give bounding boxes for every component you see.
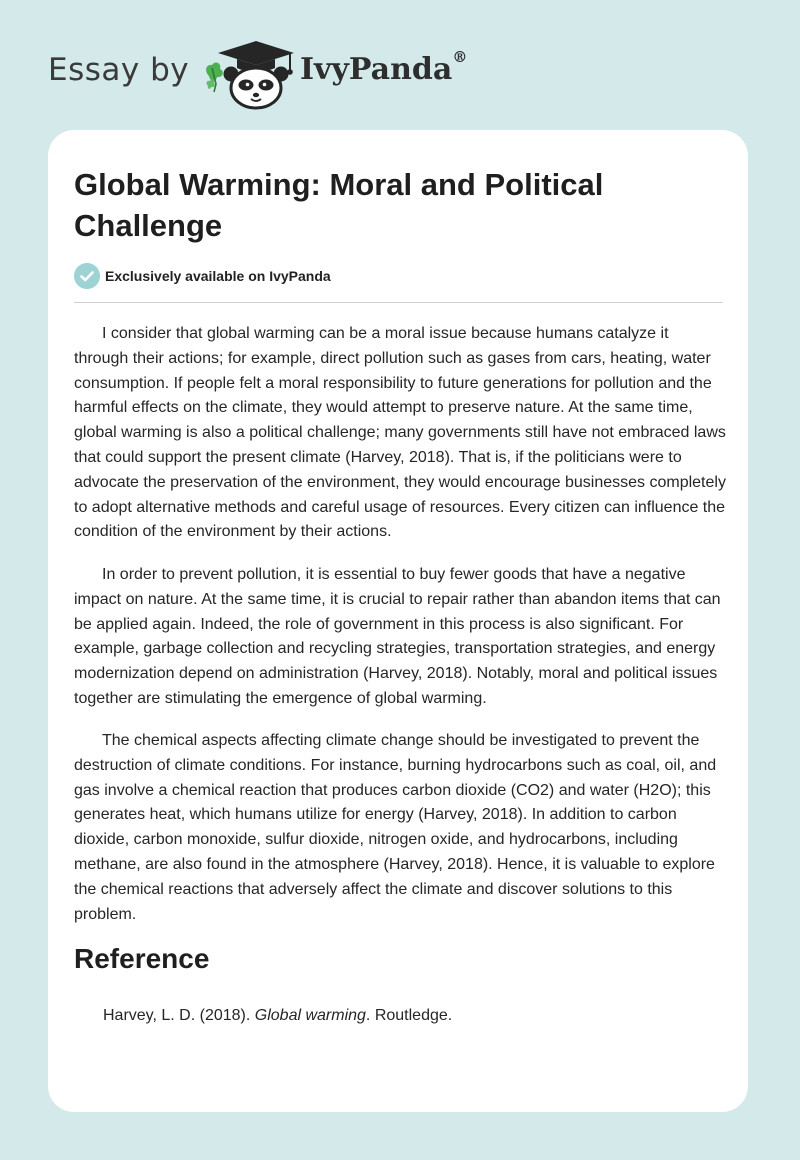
title-divider [74, 302, 723, 303]
reference-publisher: . Routledge. [365, 1007, 453, 1024]
essay-title: Global Warming: Moral and Political Challenge [74, 167, 604, 243]
body-paragraph-1: I consider that global warming can be a moral issue because humans catalyze it through their actions; for example, direct pollution such as gases from cars, heating, water consumption. If people felt a moral responsibility to future generations for pollution and the harmful effects on the climate, they would attempt to preserve nature. At the same time, global warming is also a political challenge; many governments still have not embraced laws that could support the present climate (Harvey, 2018). That is, if the politicians were to advocate the preservation of the environment, they would encourage businesses completely to adopt alternative methods and careful usage of resources. Every citizen can influence the condition of the environment by their actions. [74, 325, 726, 541]
panda-graduate-icon [202, 38, 298, 110]
essay-card [48, 130, 748, 1112]
exclusive-badge-label: Exclusively available on IvyPanda [105, 268, 331, 284]
reference-entry [103, 1007, 452, 1025]
reference-work-title: Global warming [254, 1007, 366, 1024]
brand-name [300, 48, 468, 87]
body-paragraph-2: In order to prevent pollution, it is essential to buy fewer goods that have a negative impact on nature. At the same time, it is crucial to repair rather than abandon items that can be applied again. Indeed, the role of government in this process is also significant. For example, garbage collection and recycling strategies, transportation strategies, and energy modernization depend on administration (Harvey, 2018). Notably, moral and political issues together are stimulating the emergence of global warming. [74, 566, 721, 707]
reference-heading: Reference [74, 943, 210, 974]
brand-name-text: IvyPanda [300, 52, 453, 87]
reference-authors: Harvey, L. D. (2018). [103, 1007, 251, 1024]
check-circle-icon [74, 263, 100, 289]
body-paragraph-3: The chemical aspects affecting climate change should be investigated to prevent the destruction of climate conditions. For instance, burning hydrocarbons such as coal, oil, and gas involve a chemical reaction that produces carbon dioxide (CO2) and water (H2O); this generates heat, which humans utilize for energy (Harvey, 2018). In addition to carbon dioxide, carbon monoxide, sulfur dioxide, nitrogen oxide, and hydrocarbons, including methane, are also found in the atmosphere (Harvey, 2018). Hence, it is valuable to explore the chemical reactions that adversely affect the climate and discover solutions to this problem. [74, 732, 717, 923]
ivy-leaf-icon [206, 62, 223, 92]
brand-header [48, 38, 488, 110]
registered-mark: ® [452, 48, 468, 66]
panda-face-icon [224, 67, 289, 109]
brand-prefix: Essay by [48, 52, 190, 88]
